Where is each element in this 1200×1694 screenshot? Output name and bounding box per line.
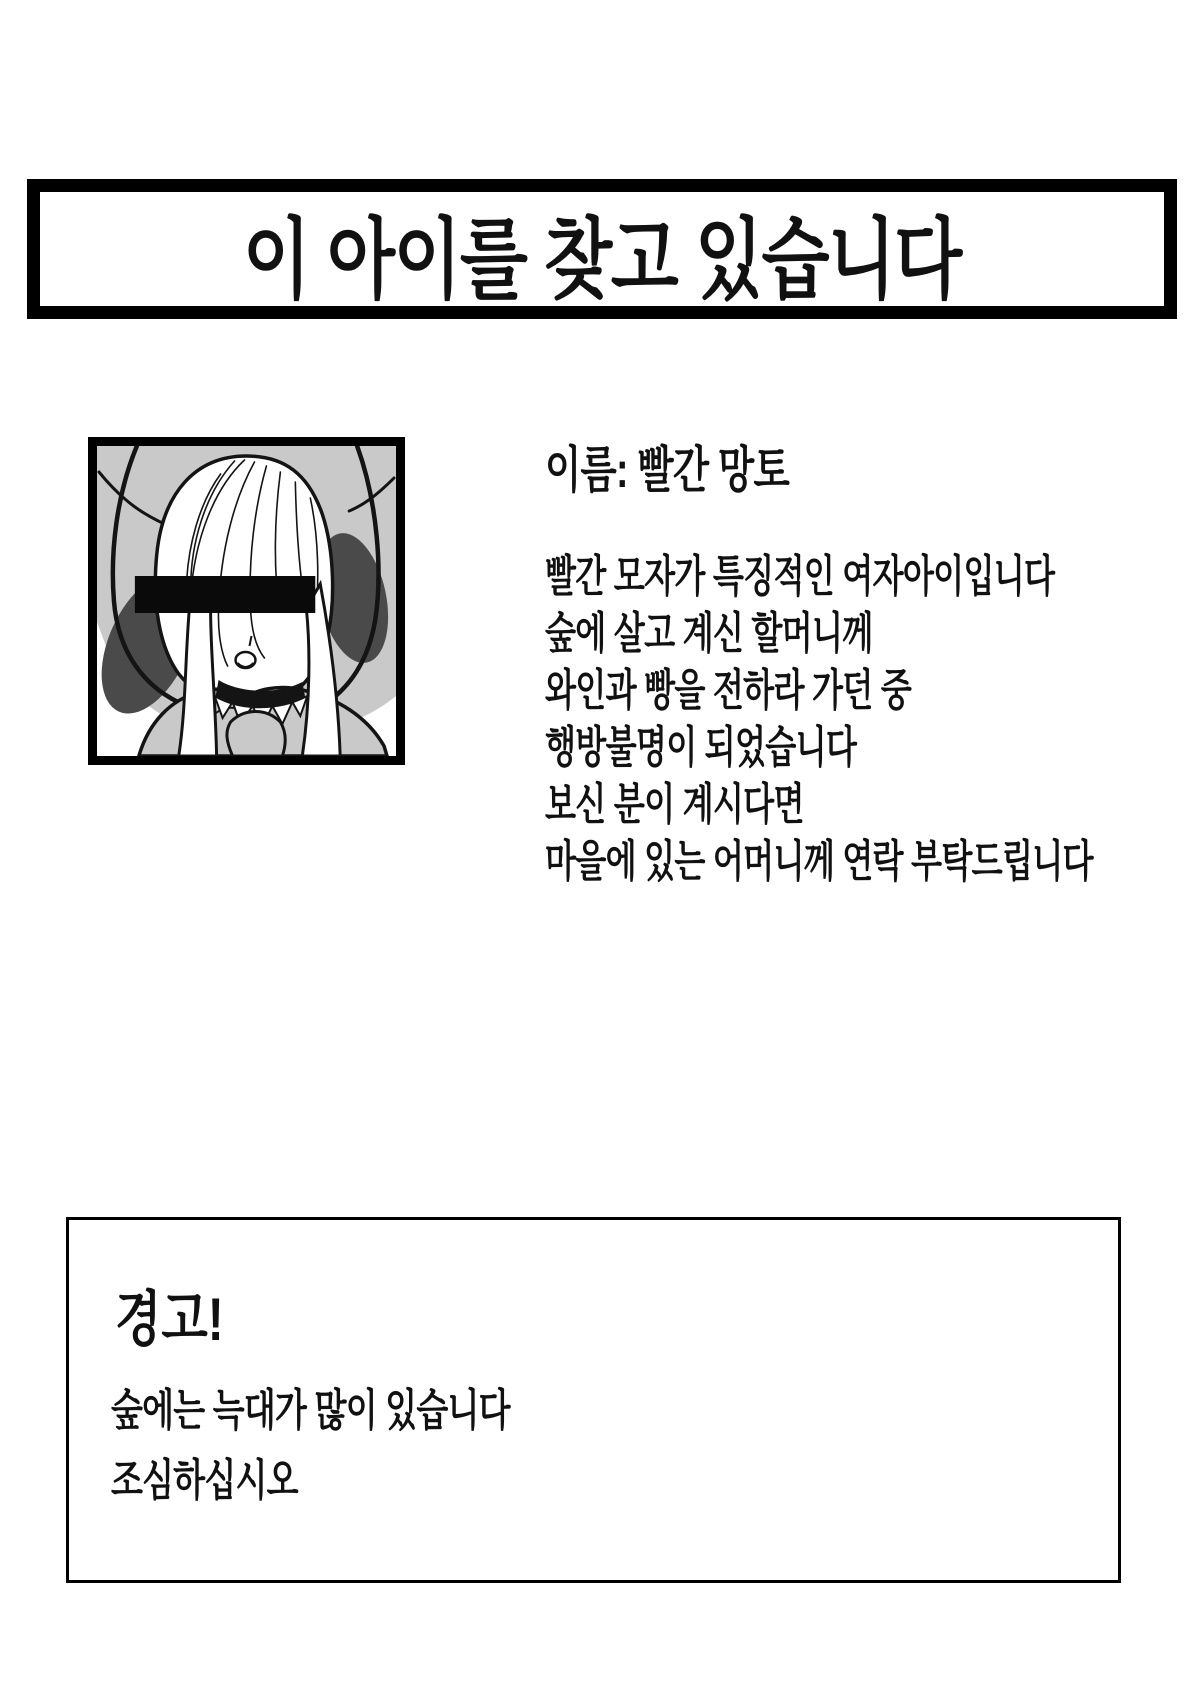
- name-label: 이름: 빨간 망토: [545, 442, 789, 498]
- warning-line: 조심하십시오: [111, 1456, 298, 1505]
- mouth: [236, 652, 256, 668]
- warning-box: [66, 1217, 1121, 1583]
- description-line: 보신 분이 계시다면: [545, 780, 804, 829]
- poster-title: 이 아이를 찾고 있습니다: [243, 210, 961, 309]
- header-banner: [27, 179, 1177, 319]
- description-line: 빨간 모자가 특징적인 여자아이입니다: [545, 552, 1055, 601]
- portrait-frame: [88, 437, 405, 765]
- description-line: 와인과 빵을 전하라 가던 중: [545, 666, 912, 715]
- hand: [227, 712, 285, 757]
- description-block: [545, 548, 1093, 890]
- description-line: 숲에 살고 계신 할머니께: [545, 609, 873, 658]
- description-line: 행방불명이 되었습니다: [545, 723, 857, 772]
- warning-text-block: [111, 1376, 510, 1516]
- missing-child-portrait: [97, 446, 396, 756]
- warning-title: 경고!: [115, 1286, 224, 1353]
- censor-bar: [135, 576, 315, 613]
- description-line: 마을에 있는 어머니께 연락 부탁드립니다: [545, 837, 1093, 886]
- warning-line: 숲에는 늑대가 많이 있습니다: [111, 1386, 510, 1435]
